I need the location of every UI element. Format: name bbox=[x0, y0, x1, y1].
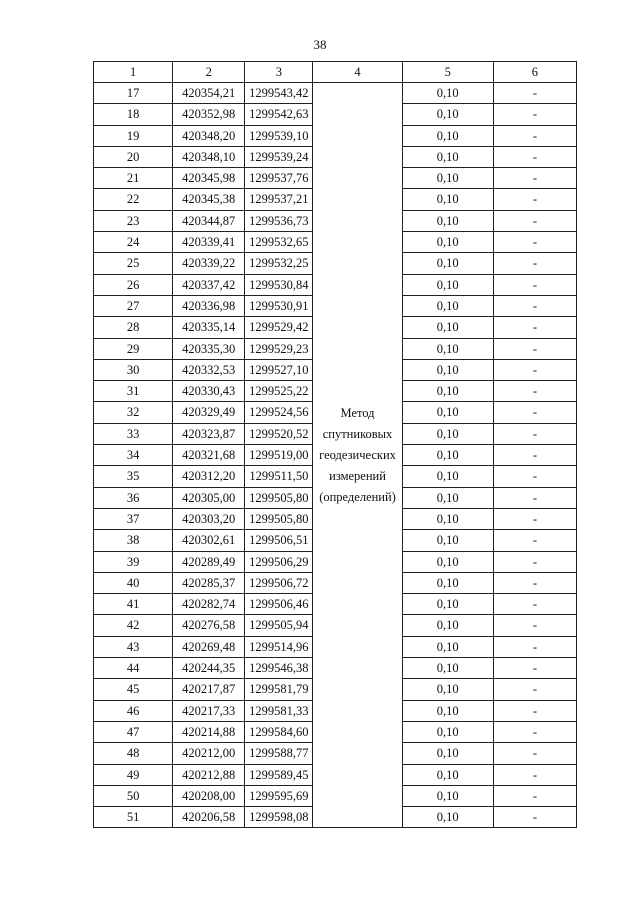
x-coordinate-cell: 420212,88 bbox=[173, 764, 245, 785]
accuracy-cell: 0,10 bbox=[402, 785, 493, 806]
table-body bbox=[94, 83, 577, 828]
y-coordinate-cell: 1299536,73 bbox=[245, 210, 313, 231]
column-header: 5 bbox=[402, 62, 493, 83]
x-coordinate-cell: 420244,35 bbox=[173, 658, 245, 679]
note-cell: - bbox=[493, 317, 576, 338]
point-number-cell: 49 bbox=[94, 764, 173, 785]
column-header: 6 bbox=[493, 62, 576, 83]
x-coordinate-cell: 420337,42 bbox=[173, 274, 245, 295]
note-cell: - bbox=[493, 807, 576, 828]
point-number-cell: 34 bbox=[94, 445, 173, 466]
x-coordinate-cell: 420354,21 bbox=[173, 83, 245, 104]
note-cell: - bbox=[493, 146, 576, 167]
point-number-cell: 20 bbox=[94, 146, 173, 167]
accuracy-cell: 0,10 bbox=[402, 445, 493, 466]
point-number-cell: 45 bbox=[94, 679, 173, 700]
accuracy-cell: 0,10 bbox=[402, 83, 493, 104]
y-coordinate-cell: 1299505,94 bbox=[245, 615, 313, 636]
x-coordinate-cell: 420285,37 bbox=[173, 572, 245, 593]
x-coordinate-cell: 420303,20 bbox=[173, 508, 245, 529]
point-number-cell: 28 bbox=[94, 317, 173, 338]
note-cell: - bbox=[493, 466, 576, 487]
point-number-cell: 48 bbox=[94, 743, 173, 764]
note-cell: - bbox=[493, 572, 576, 593]
note-cell: - bbox=[493, 83, 576, 104]
y-coordinate-cell: 1299506,29 bbox=[245, 551, 313, 572]
x-coordinate-cell: 420269,48 bbox=[173, 636, 245, 657]
point-number-cell: 22 bbox=[94, 189, 173, 210]
y-coordinate-cell: 1299506,72 bbox=[245, 572, 313, 593]
column-header: 2 bbox=[173, 62, 245, 83]
note-cell: - bbox=[493, 679, 576, 700]
y-coordinate-cell: 1299525,22 bbox=[245, 381, 313, 402]
x-coordinate-cell: 420208,00 bbox=[173, 785, 245, 806]
accuracy-cell: 0,10 bbox=[402, 530, 493, 551]
accuracy-cell: 0,10 bbox=[402, 423, 493, 444]
x-coordinate-cell: 420217,33 bbox=[173, 700, 245, 721]
note-cell: - bbox=[493, 295, 576, 316]
x-coordinate-cell: 420335,14 bbox=[173, 317, 245, 338]
note-cell: - bbox=[493, 253, 576, 274]
accuracy-cell: 0,10 bbox=[402, 253, 493, 274]
y-coordinate-cell: 1299530,91 bbox=[245, 295, 313, 316]
note-cell: - bbox=[493, 530, 576, 551]
x-coordinate-cell: 420332,53 bbox=[173, 359, 245, 380]
accuracy-cell: 0,10 bbox=[402, 381, 493, 402]
x-coordinate-cell: 420348,10 bbox=[173, 146, 245, 167]
y-coordinate-cell: 1299537,21 bbox=[245, 189, 313, 210]
accuracy-cell: 0,10 bbox=[402, 508, 493, 529]
x-coordinate-cell: 420206,58 bbox=[173, 807, 245, 828]
point-number-cell: 42 bbox=[94, 615, 173, 636]
accuracy-cell: 0,10 bbox=[402, 274, 493, 295]
x-coordinate-cell: 420339,41 bbox=[173, 232, 245, 253]
y-coordinate-cell: 1299506,51 bbox=[245, 530, 313, 551]
note-cell: - bbox=[493, 785, 576, 806]
x-coordinate-cell: 420214,88 bbox=[173, 721, 245, 742]
x-coordinate-cell: 420312,20 bbox=[173, 466, 245, 487]
y-coordinate-cell: 1299529,23 bbox=[245, 338, 313, 359]
y-coordinate-cell: 1299539,10 bbox=[245, 125, 313, 146]
coordinates-table bbox=[93, 61, 577, 828]
y-coordinate-cell: 1299543,42 bbox=[245, 83, 313, 104]
point-number-cell: 25 bbox=[94, 253, 173, 274]
note-cell: - bbox=[493, 104, 576, 125]
y-coordinate-cell: 1299530,84 bbox=[245, 274, 313, 295]
accuracy-cell: 0,10 bbox=[402, 189, 493, 210]
x-coordinate-cell: 420330,43 bbox=[173, 381, 245, 402]
x-coordinate-cell: 420345,98 bbox=[173, 168, 245, 189]
accuracy-cell: 0,10 bbox=[402, 402, 493, 423]
x-coordinate-cell: 420321,68 bbox=[173, 445, 245, 466]
y-coordinate-cell: 1299537,76 bbox=[245, 168, 313, 189]
y-coordinate-cell: 1299589,45 bbox=[245, 764, 313, 785]
note-cell: - bbox=[493, 721, 576, 742]
accuracy-cell: 0,10 bbox=[402, 487, 493, 508]
accuracy-cell: 0,10 bbox=[402, 764, 493, 785]
method-cell: Метод спутниковых геодезических измерений (определений) bbox=[313, 83, 402, 828]
y-coordinate-cell: 1299584,60 bbox=[245, 721, 313, 742]
y-coordinate-cell: 1299505,80 bbox=[245, 508, 313, 529]
point-number-cell: 29 bbox=[94, 338, 173, 359]
accuracy-cell: 0,10 bbox=[402, 551, 493, 572]
y-coordinate-cell: 1299519,00 bbox=[245, 445, 313, 466]
y-coordinate-cell: 1299529,42 bbox=[245, 317, 313, 338]
y-coordinate-cell: 1299527,10 bbox=[245, 359, 313, 380]
y-coordinate-cell: 1299505,80 bbox=[245, 487, 313, 508]
table-header-row bbox=[94, 62, 577, 83]
point-number-cell: 23 bbox=[94, 210, 173, 231]
point-number-cell: 39 bbox=[94, 551, 173, 572]
y-coordinate-cell: 1299542,63 bbox=[245, 104, 313, 125]
x-coordinate-cell: 420302,61 bbox=[173, 530, 245, 551]
accuracy-cell: 0,10 bbox=[402, 721, 493, 742]
note-cell: - bbox=[493, 487, 576, 508]
y-coordinate-cell: 1299532,25 bbox=[245, 253, 313, 274]
y-coordinate-cell: 1299581,79 bbox=[245, 679, 313, 700]
x-coordinate-cell: 420282,74 bbox=[173, 594, 245, 615]
point-number-cell: 18 bbox=[94, 104, 173, 125]
x-coordinate-cell: 420344,87 bbox=[173, 210, 245, 231]
y-coordinate-cell: 1299532,65 bbox=[245, 232, 313, 253]
accuracy-cell: 0,10 bbox=[402, 338, 493, 359]
note-cell: - bbox=[493, 445, 576, 466]
accuracy-cell: 0,10 bbox=[402, 210, 493, 231]
x-coordinate-cell: 420289,49 bbox=[173, 551, 245, 572]
y-coordinate-cell: 1299520,52 bbox=[245, 423, 313, 444]
accuracy-cell: 0,10 bbox=[402, 636, 493, 657]
accuracy-cell: 0,10 bbox=[402, 146, 493, 167]
point-number-cell: 41 bbox=[94, 594, 173, 615]
point-number-cell: 40 bbox=[94, 572, 173, 593]
x-coordinate-cell: 420323,87 bbox=[173, 423, 245, 444]
note-cell: - bbox=[493, 274, 576, 295]
point-number-cell: 32 bbox=[94, 402, 173, 423]
point-number-cell: 30 bbox=[94, 359, 173, 380]
y-coordinate-cell: 1299588,77 bbox=[245, 743, 313, 764]
y-coordinate-cell: 1299546,38 bbox=[245, 658, 313, 679]
x-coordinate-cell: 420217,87 bbox=[173, 679, 245, 700]
x-coordinate-cell: 420345,38 bbox=[173, 189, 245, 210]
point-number-cell: 31 bbox=[94, 381, 173, 402]
accuracy-cell: 0,10 bbox=[402, 466, 493, 487]
note-cell: - bbox=[493, 189, 576, 210]
point-number-cell: 37 bbox=[94, 508, 173, 529]
note-cell: - bbox=[493, 125, 576, 146]
note-cell: - bbox=[493, 423, 576, 444]
x-coordinate-cell: 420352,98 bbox=[173, 104, 245, 125]
table-row bbox=[94, 83, 577, 104]
point-number-cell: 38 bbox=[94, 530, 173, 551]
point-number-cell: 21 bbox=[94, 168, 173, 189]
accuracy-cell: 0,10 bbox=[402, 807, 493, 828]
point-number-cell: 47 bbox=[94, 721, 173, 742]
note-cell: - bbox=[493, 232, 576, 253]
x-coordinate-cell: 420329,49 bbox=[173, 402, 245, 423]
accuracy-cell: 0,10 bbox=[402, 317, 493, 338]
page-number: 38 bbox=[313, 37, 327, 52]
x-coordinate-cell: 420336,98 bbox=[173, 295, 245, 316]
column-header: 1 bbox=[94, 62, 173, 83]
note-cell: - bbox=[493, 359, 576, 380]
point-number-cell: 50 bbox=[94, 785, 173, 806]
accuracy-cell: 0,10 bbox=[402, 743, 493, 764]
y-coordinate-cell: 1299514,96 bbox=[245, 636, 313, 657]
column-header: 3 bbox=[245, 62, 313, 83]
accuracy-cell: 0,10 bbox=[402, 594, 493, 615]
point-number-cell: 36 bbox=[94, 487, 173, 508]
accuracy-cell: 0,10 bbox=[402, 700, 493, 721]
x-coordinate-cell: 420305,00 bbox=[173, 487, 245, 508]
accuracy-cell: 0,10 bbox=[402, 615, 493, 636]
accuracy-cell: 0,10 bbox=[402, 359, 493, 380]
point-number-cell: 26 bbox=[94, 274, 173, 295]
accuracy-cell: 0,10 bbox=[402, 679, 493, 700]
column-header: 4 bbox=[313, 62, 402, 83]
y-coordinate-cell: 1299524,56 bbox=[245, 402, 313, 423]
x-coordinate-cell: 420276,58 bbox=[173, 615, 245, 636]
point-number-cell: 24 bbox=[94, 232, 173, 253]
point-number-cell: 27 bbox=[94, 295, 173, 316]
accuracy-cell: 0,10 bbox=[402, 295, 493, 316]
accuracy-cell: 0,10 bbox=[402, 572, 493, 593]
point-number-cell: 43 bbox=[94, 636, 173, 657]
y-coordinate-cell: 1299595,69 bbox=[245, 785, 313, 806]
y-coordinate-cell: 1299581,33 bbox=[245, 700, 313, 721]
note-cell: - bbox=[493, 743, 576, 764]
note-cell: - bbox=[493, 658, 576, 679]
note-cell: - bbox=[493, 338, 576, 359]
note-cell: - bbox=[493, 636, 576, 657]
x-coordinate-cell: 420348,20 bbox=[173, 125, 245, 146]
note-cell: - bbox=[493, 210, 576, 231]
x-coordinate-cell: 420339,22 bbox=[173, 253, 245, 274]
point-number-cell: 35 bbox=[94, 466, 173, 487]
note-cell: - bbox=[493, 700, 576, 721]
x-coordinate-cell: 420335,30 bbox=[173, 338, 245, 359]
accuracy-cell: 0,10 bbox=[402, 658, 493, 679]
point-number-cell: 17 bbox=[94, 83, 173, 104]
note-cell: - bbox=[493, 615, 576, 636]
accuracy-cell: 0,10 bbox=[402, 125, 493, 146]
point-number-cell: 19 bbox=[94, 125, 173, 146]
point-number-cell: 33 bbox=[94, 423, 173, 444]
note-cell: - bbox=[493, 764, 576, 785]
point-number-cell: 51 bbox=[94, 807, 173, 828]
point-number-cell: 46 bbox=[94, 700, 173, 721]
y-coordinate-cell: 1299506,46 bbox=[245, 594, 313, 615]
y-coordinate-cell: 1299511,50 bbox=[245, 466, 313, 487]
x-coordinate-cell: 420212,00 bbox=[173, 743, 245, 764]
note-cell: - bbox=[493, 508, 576, 529]
accuracy-cell: 0,10 bbox=[402, 232, 493, 253]
note-cell: - bbox=[493, 381, 576, 402]
point-number-cell: 44 bbox=[94, 658, 173, 679]
accuracy-cell: 0,10 bbox=[402, 104, 493, 125]
note-cell: - bbox=[493, 168, 576, 189]
note-cell: - bbox=[493, 594, 576, 615]
note-cell: - bbox=[493, 402, 576, 423]
note-cell: - bbox=[493, 551, 576, 572]
y-coordinate-cell: 1299598,08 bbox=[245, 807, 313, 828]
y-coordinate-cell: 1299539,24 bbox=[245, 146, 313, 167]
accuracy-cell: 0,10 bbox=[402, 168, 493, 189]
